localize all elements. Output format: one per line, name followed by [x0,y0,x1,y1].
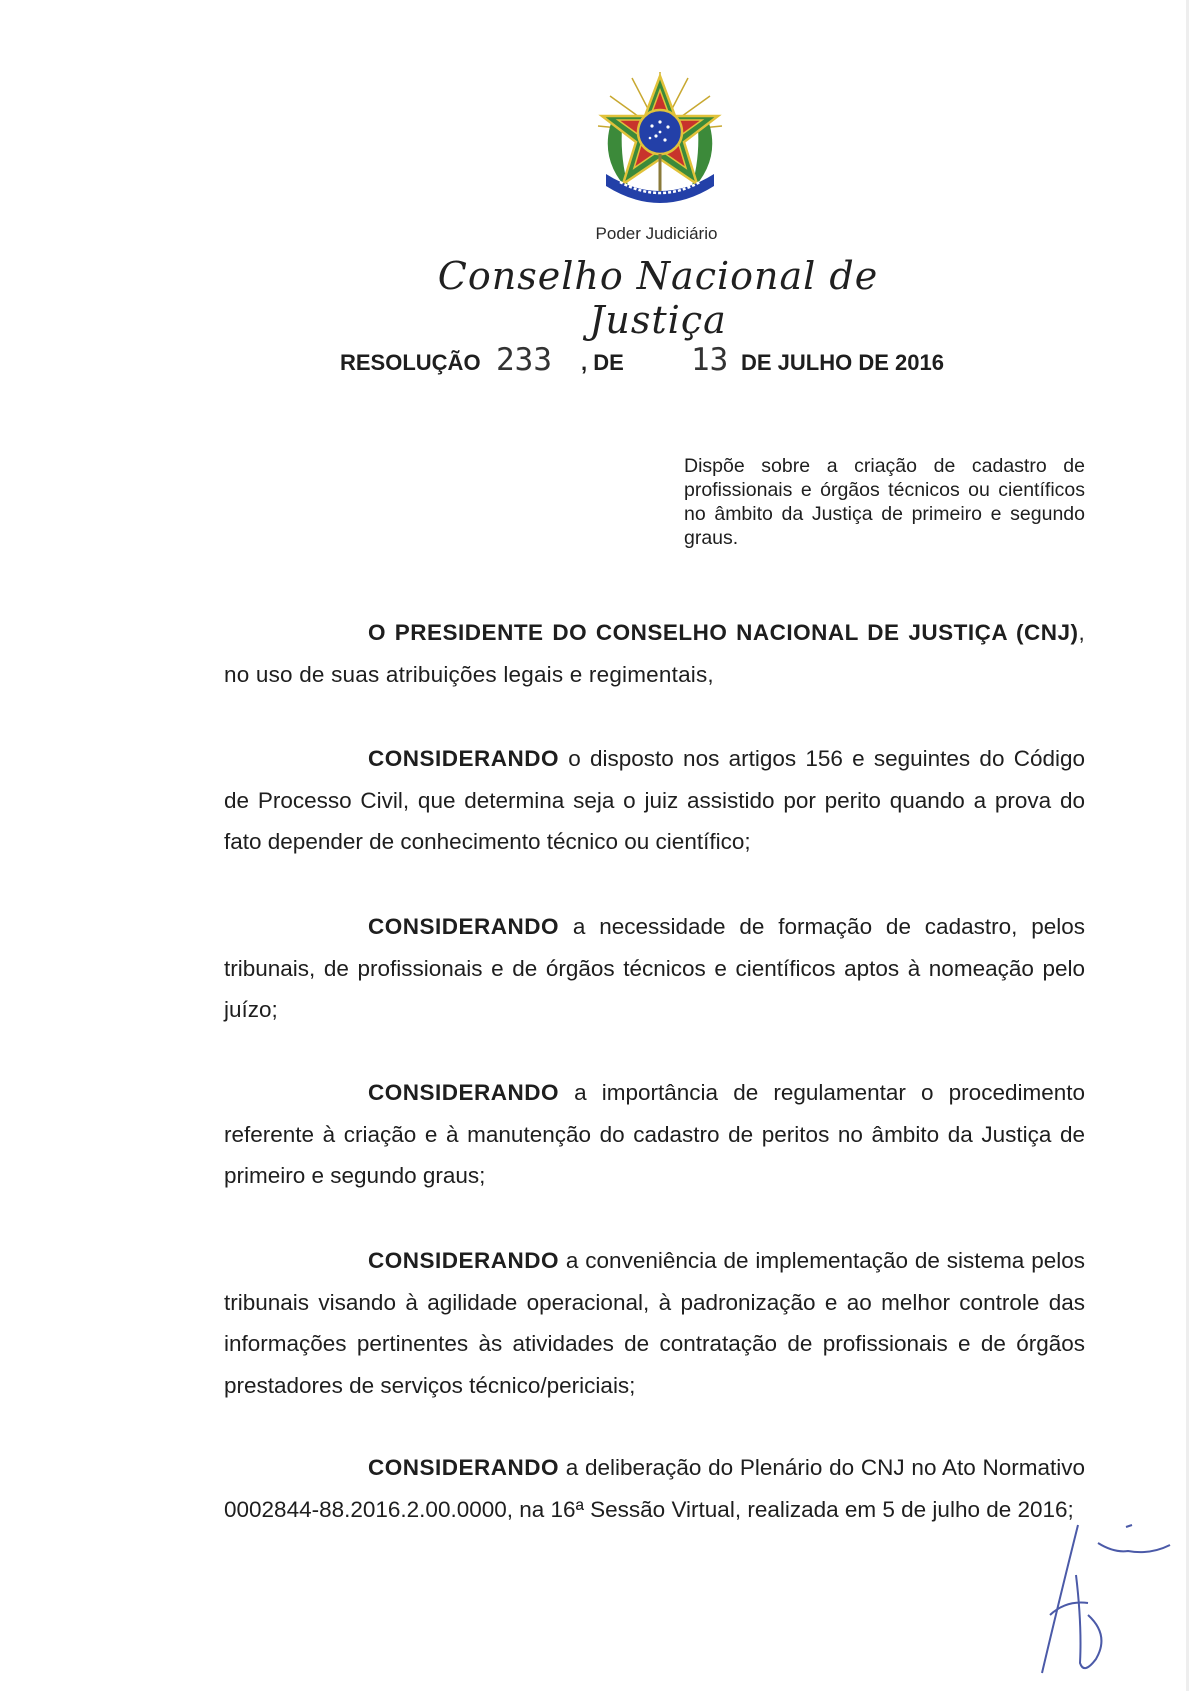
considerando-paragraph [224,738,1085,863]
considerando-lead: CONSIDERANDO [368,746,560,771]
considerando-text: o disposto nos artigos 156 e seguintes do Código de Processo Civil, que determina seja o juiz assistido por perito quando a prova do fato depender de conhecimento técnico ou científico; [224,746,1085,854]
considerando-paragraph [224,906,1085,1031]
considerando-lead: CONSIDERANDO [368,1248,560,1273]
resolution-title [340,342,1040,386]
poder-judiciario-label: Poder Judiciário [595,224,718,243]
resolucao-label: RESOLUÇÃO [340,350,481,375]
considerando-text: a importância de regulamentar o procedimento referente à criação e à manutenção do cadastro de peritos no âmbito da Justiça de primeiro e segundo graus; [224,1080,1085,1188]
coat-of-arms-icon [590,70,730,210]
considerando-paragraph [224,1072,1085,1197]
considerando-text: a necessidade de formação de cadastro, pelos tribunais, de profissionais e de órgãos técnicos e científicos aptos à nomeação pelo juízo; [224,914,1085,1022]
preamble-lead: O PRESIDENTE DO CONSELHO NACIONAL DE JUSTIÇA (CNJ) [368,620,1079,645]
conselho-nacional-logotype: Conselho Nacional de Justiça [437,254,879,342]
preamble-text: , no uso de suas atribuições legais e regimentais, [224,620,1085,687]
considerando-text: a conveniência de implementação de sistema pelos tribunais visando à agilidade operacional, à padronização e ao melhor controle das informações pertinentes às atividades de contratação de profissionais e de órgãos prestadores de serviços técnico/periciais; [224,1248,1085,1398]
ementa: Dispõe sobre a criação de cadastro de profissionais e órgãos técnicos ou científicos no âmbito da Justiça de primeiro e segundo graus. [684,455,1085,549]
resolution-day: 13 [691,342,729,378]
considerando-lead: CONSIDERANDO [368,914,560,939]
considerando-lead: CONSIDERANDO [368,1455,560,1480]
considerando-text: a deliberação do Plenário do CNJ no Ato Normativo 0002844-88.2016.2.00.0000, na 16ª Sessão Virtual, realizada em 5 de julho de 2016; [224,1455,1085,1522]
resolution-month-year: DE JULHO DE 2016 [741,350,944,375]
considerando-paragraph [224,1447,1085,1530]
considerando-lead: CONSIDERANDO [368,1080,560,1105]
initials-signature-icon [1010,1495,1180,1675]
resolution-number: 233 [496,342,552,378]
considerando-paragraph [224,1240,1085,1406]
resolution-de-label: , DE [581,350,624,375]
preamble [224,612,1085,695]
